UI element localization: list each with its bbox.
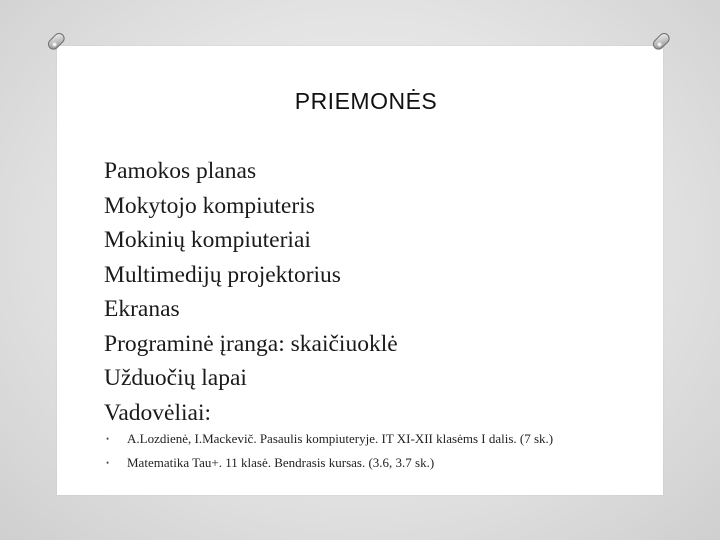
list-item: Programinė įranga: skaičiuoklė — [104, 330, 398, 357]
textbook-item — [106, 451, 553, 475]
pushpin-icon — [46, 31, 68, 53]
list-item: Mokinių kompiuteriai — [104, 227, 311, 253]
list-item: Pamokos planas — [104, 158, 257, 184]
list-item: Mokytojo kompiuteris — [104, 192, 315, 219]
pushpin-icon — [651, 31, 673, 53]
list-item: Ekranas — [104, 296, 180, 322]
textbook-list — [106, 427, 553, 475]
textbook-item — [106, 427, 553, 451]
textbook-text: Matematika Tau+. 11 klasė. Bendrasis kursas. (3.6, 3.7 sk.) — [127, 455, 435, 470]
bullet-icon: • — [106, 434, 110, 444]
list-item: Multimedijų projektorius — [104, 261, 341, 288]
list-item: Vadovėliai: — [104, 399, 212, 426]
resources-list — [104, 154, 398, 430]
textbook-text: A.Lozdienė, I.Mackevič. Pasaulis kompiuteryje. IT XI-XII klasėms I dalis. (7 sk.) — [127, 431, 554, 446]
bullet-icon: • — [106, 458, 110, 468]
slide-title: PRIEMONĖS — [294, 88, 438, 114]
list-item: Užduočių lapai — [104, 365, 247, 391]
